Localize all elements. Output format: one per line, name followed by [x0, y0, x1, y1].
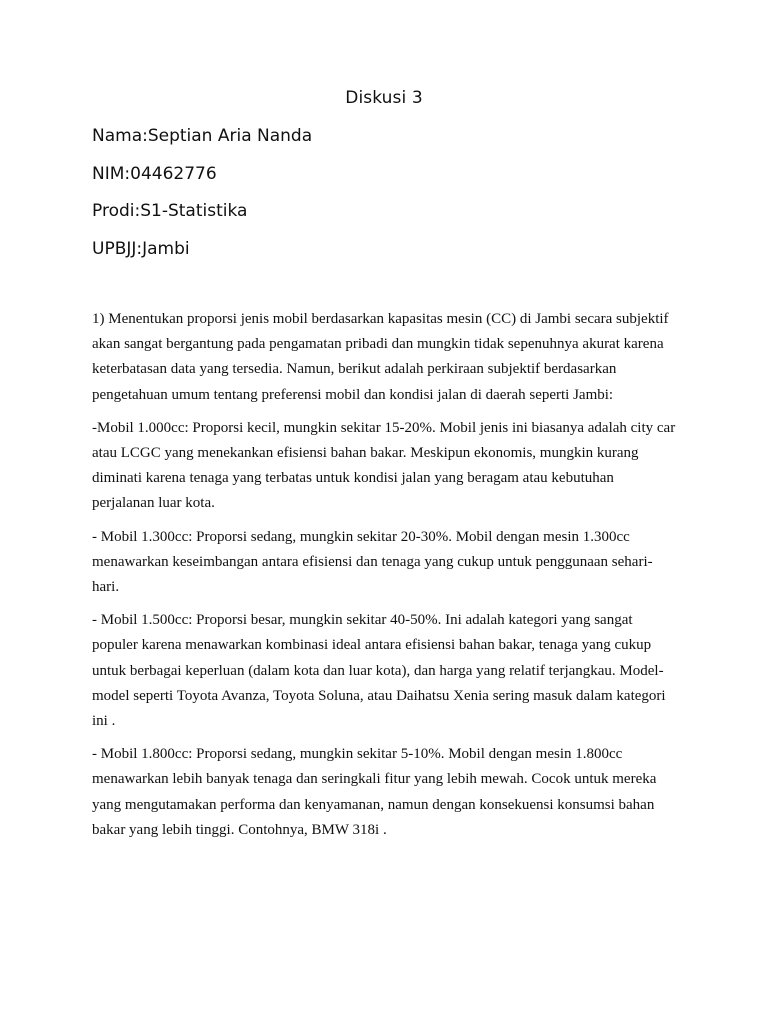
document-title: Diskusi 3: [345, 88, 423, 108]
student-info: [92, 124, 692, 274]
paragraph-1300cc: - Mobil 1.300cc: Proporsi sedang, mungkin sekitar 20-30%. Mobil dengan mesin 1.300cc menawarkan keseimbangan antara efisiensi dan tenaga yang cukup untuk penggunaan sehari-hari.: [92, 528, 653, 596]
student-prodi: Prodi:S1-Statistika: [92, 201, 248, 221]
paragraph-1800cc: - Mobil 1.800cc: Proporsi sedang, mungkin sekitar 5-10%. Mobil dengan mesin 1.800cc menawarkan lebih banyak tenaga dan seringkali fitur yang lebih mewah. Cocok untuk mereka yang mengutamakan performa dan kenyamanan, namun dengan konsekuensi konsumsi bahan bakar yang lebih tinggi. Contohnya, BMW 318i .: [92, 746, 657, 838]
discussion-body: [92, 307, 676, 851]
paragraph-intro: 1) Menentukan proporsi jenis mobil berdasarkan kapasitas mesin (CC) di Jambi secara subjektif akan sangat bergantung pada pengamatan pribadi dan mungkin tidak sepenuhnya akurat karena keterbatasan data yang tersedia. Namun, berikut adalah perkiraan subjektif berdasarkan pengetahuan umum tentang preferensi mobil dan kondisi jalan di daerah seperti Jambi:: [92, 311, 669, 403]
paragraph-1500cc: - Mobil 1.500cc: Proporsi besar, mungkin sekitar 40-50%. Ini adalah kategori yang sangat populer karena menawarkan kombinasi ideal antara efisiensi bahan bakar, tenaga yang cukup untuk berbagai keperluan (dalam kota dan luar kota), dan harga yang relatif terjangkau. Model-model seperti Toyota Avanza, Toyota Soluna, atau Daihatsu Xenia sering masuk dalam kategori ini .: [92, 612, 666, 730]
paragraph-1000cc: -Mobil 1.000cc: Proporsi kecil, mungkin sekitar 15-20%. Mobil jenis ini biasanya adalah city car atau LCGC yang menekankan efisiensi bahan bakar. Meskipun ekonomis, mungkin kurang diminati karena tenaga yang terbatas untuk kondisi jalan yang beragam atau kebutuhan perjalanan luar kota.: [92, 419, 676, 512]
student-nim: NIM:04462776: [92, 163, 217, 184]
student-name: Nama:Septian Aria Nanda: [92, 126, 313, 146]
student-upbjj: UPBJJ:Jambi: [92, 238, 190, 259]
